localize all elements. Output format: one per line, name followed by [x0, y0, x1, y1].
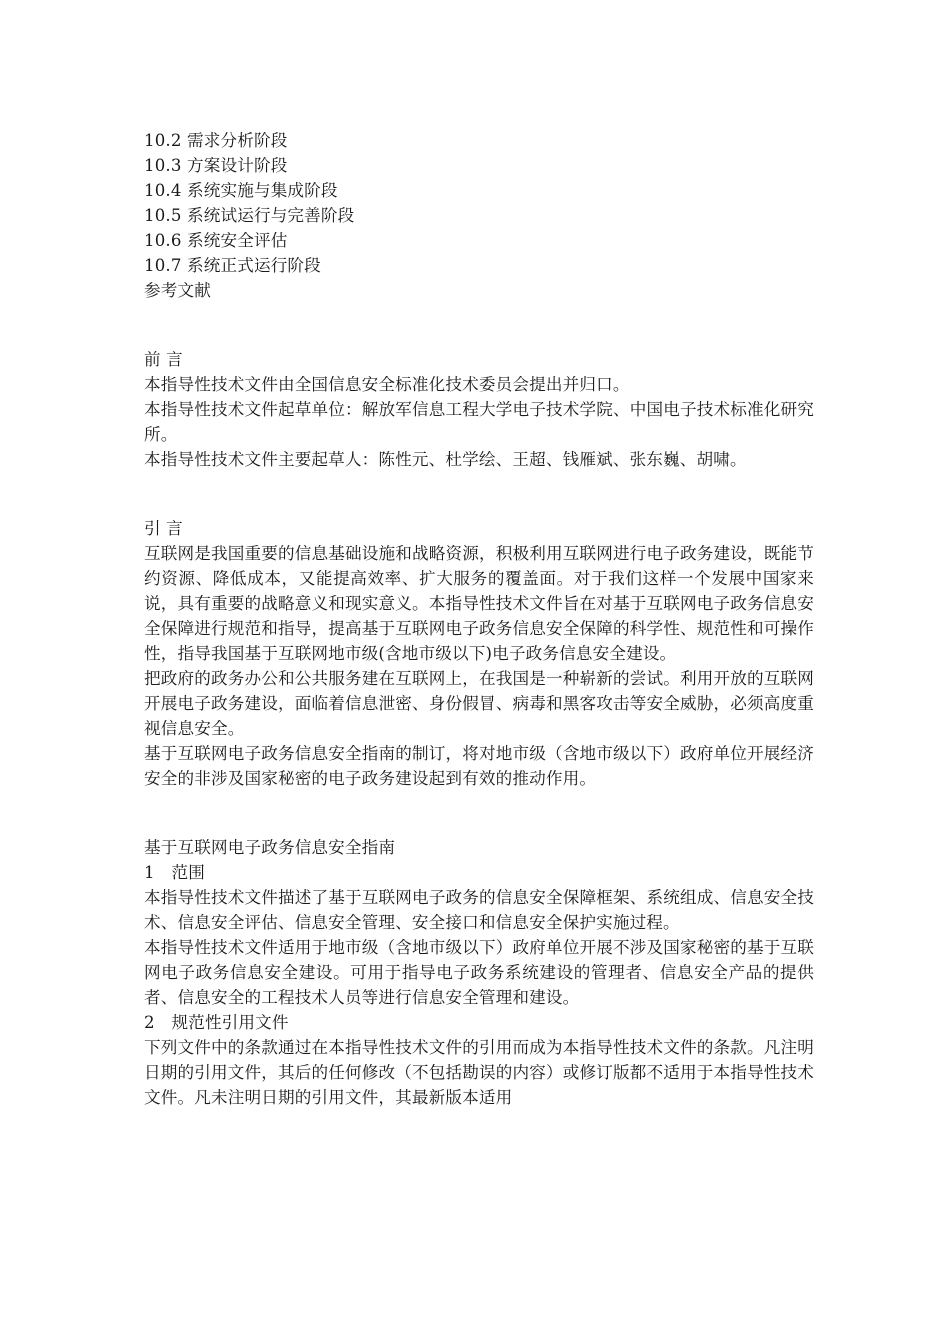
scope-paragraph: 本指导性技术文件适用于地市级（含地市级以下）政府单位开展不涉及国家秘密的基于互联网电子政务信息安全建设。可用于指导电子政务系统建设的管理者、信息安全产品的提供者、信息安全的工程技术人员等进行信息安全管理和建设。: [144, 938, 814, 1007]
references-paragraph: 下列文件中的条款通过在本指导性技术文件的引用而成为本指导性技术文件的条款。凡注明日期的引用文件，其后的任何修改（不包括勘误的内容）或修订版都不适用于本指导性技术文件。凡未注明日期的引用文件，其最新版本适用: [144, 1038, 814, 1107]
section-heading-references: 2 规范性引用文件: [144, 1013, 289, 1032]
foreword-paragraph: 本指导性技术文件起草单位：解放军信息工程大学电子技术学院、中国电子技术标准化研究所。: [144, 400, 814, 444]
introduction-paragraph: 基于互联网电子政务信息安全指南的制订，将对地市级（含地市级以下）政府单位开展经济安全的非涉及国家秘密的电子政务建设起到有效的推动作用。: [144, 744, 814, 788]
toc-list: [144, 128, 814, 303]
introduction-paragraph: 把政府的政务办公和公共服务建在互联网上，在我国是一种崭新的尝试。利用开放的互联网开展电子政务建设，面临着信息泄密、身份假冒、病毒和黑客攻击等安全威胁，必须高度重视信息安全。: [144, 669, 814, 738]
toc-item: 10.3 方案设计阶段: [144, 156, 288, 175]
scope-paragraph: 本指导性技术文件描述了基于互联网电子政务的信息安全保障框架、系统组成、信息安全技术、信息安全评估、信息安全管理、安全接口和信息安全保护实施过程。: [144, 888, 814, 932]
document-page: [144, 128, 814, 1110]
foreword-paragraph: 本指导性技术文件由全国信息安全标准化技术委员会提出并归口。: [144, 375, 630, 394]
foreword-paragraph: 本指导性技术文件主要起草人：陈性元、杜学绘、王超、钱雁斌、张东巍、胡啸。: [144, 450, 747, 469]
introduction-heading: 引 言: [144, 519, 183, 538]
main-section: [144, 835, 814, 1110]
toc-item: 10.2 需求分析阶段: [144, 131, 288, 150]
introduction-section: [144, 516, 814, 791]
toc-item: 参考文献: [144, 281, 211, 300]
document-title: 基于互联网电子政务信息安全指南: [144, 838, 396, 857]
toc-item: 10.5 系统试运行与完善阶段: [144, 206, 355, 225]
section-heading-scope: 1 范围: [144, 863, 205, 882]
toc-item: 10.4 系统实施与集成阶段: [144, 181, 338, 200]
introduction-paragraph: 互联网是我国重要的信息基础设施和战略资源，积极利用互联网进行电子政务建设，既能节约资源、降低成本，又能提高效率、扩大服务的覆盖面。对于我们这样一个发展中国家来说，具有重要的战略意义和现实意义。本指导性技术文件旨在对基于互联网电子政务信息安全保障进行规范和指导，提高基于互联网电子政务信息安全保障的科学性、规范性和可操作性，指导我国基于互联网地市级(含地市级以下)电子政务信息安全建设。: [144, 544, 814, 663]
toc-item: 10.6 系统安全评估: [144, 231, 288, 250]
toc-item: 10.7 系统正式运行阶段: [144, 256, 321, 275]
foreword-section: [144, 347, 814, 472]
foreword-heading: 前 言: [144, 350, 183, 369]
